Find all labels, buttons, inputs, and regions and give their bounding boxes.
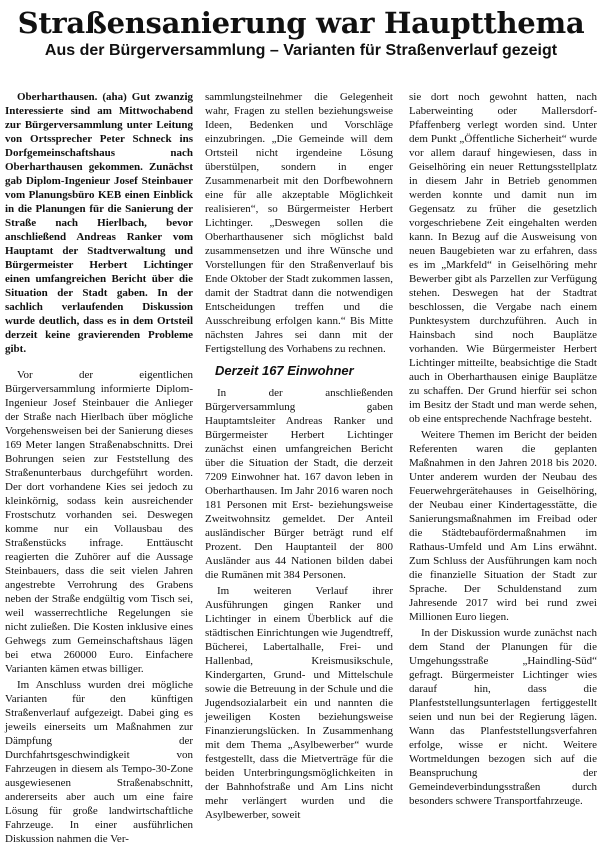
body-paragraph: sammlungsteilnehmer die Gelegenheit wahr, Fragen zu stellen beziehungsweise Ideen, Bedenken und Vorschläge einzubringen. „Die Gemeinde will dem Ortsteil nicht irgendeine Lösung überstülpen, sondern in enger Zusammenarbeit mit den Dorfbewohnern eine für alle akzeptable Möglichkeit realisieren“, so Bürgermeister Herbert Lichtinger. „Deswegen sollen die Oberharthausener sich möglichst bald zusammensetzen und ihre Wünsche und Vorstellungen für den Straßenverlauf bis Ende Oktober der Stadt zukommen lassen, damit der Stadtrat dann die notwendigen Entscheidungen treffen und die Ausschreibung erfolgen kann.“ Bis Mitte nächsten Jahres sei dann mit der Fertigstellung des Vorhabens zu rechnen.	[205, 91, 393, 355]
column-1	[5, 90, 193, 846]
article-headline: Straßensanierung war Hauptthema	[17, 6, 585, 40]
body-paragraph: Weitere Themen im Bericht der beiden Referenten waren die geplanten Maßnahmen in den Jahren 2018 bis 2020. Unter anderem wurden der Neubau des Feuerwehrgerätehauses in Geiselhöring, der Neubau einer Kindertagesstätte, die Sanierungsmaßnahmen im Freibad oder die Städtebaufördermaßnahmen im Rathaus-Umfeld und Am Lins erwähnt. Zum Schluss der Ausführungen kam noch die finanzielle Situation der Stadt zur Sprache. Der Schuldenstand zum Jahresende 2017 wird bei rund zwei Millionen Euro liegen.	[409, 429, 597, 623]
body-paragraph: Im Anschluss wurden drei mögliche Varianten für den künftigen Straßenverlauf aufgezeigt. Dabei ging es jeweils einerseits um Maßnahmen zur Dämpfung der Durchfahrtsgeschwindigkeit von Fahrzeugen in diesem als Tempo-30-Zone ausgewiesenen Straßenabschnitt, andererseits aber auch um eine faire Lösung für große landwirtschaftliche Fahrzeuge. In einer ausführlichen Diskussion nahmen die Ver-	[5, 679, 193, 845]
body-paragraph: sie dort noch gewohnt hatten, nach Laberweinting oder Mallersdorf-Pfaffenberg verlegt worden sind. Unter dem Punkt „Öffentliche Sicherheit“ wurde vor allem darauf hingewiesen, dass in Geiselhöring ein neuer Rettungsstellplatz in diesem Jahr in Betrieb genommen werden konnte und damit nun im Gegensatz zu früher die gesetzlich vorgeschriebene Zeit eingehalten werden kann. In Bezug auf die Ausweisung von neuen Baugebieten war zu erfahren, dass es im „Markfeld“ in Geiselhöring mehr Bewerber gibt als Parzellen zur Verfügung stehen. Deswegen hat der Stadtrat beschlossen, die Vergabe nach einem Punktesystem durchzuführen. Auch in Hainsbach sind noch Bauplätze vorhanden. Wie Bürgermeister Herbert Lichtinger mitteilte, beabsichtige die Stadt auch in Oberharthausen einige Bauplätze zu schaffen. Der Grund hierfür sei schon im Besitz der Stadt und man werde sehen, ob eine entsprechende Nachfrage besteht.	[409, 91, 597, 425]
body-paragraph: In der Diskussion wurde zunächst nach dem Stand der Planungen für die Umgehungsstraße „Haindling-Süd“ gefragt. Bürgermeister Lichtinger wies darauf hin, dass die Planfeststellungsunterlagen fertiggestellt seien und nun bei der Regierung lägen. Wann das Planfeststellungsverfahren erfolge, wisse er nicht. Weitere Wortmeldungen bezogen sich auf die Beanspruchung der Gemeindeverbindungsstraßen durch besonders schwere Transportfahrzeuge.	[409, 627, 597, 807]
article-subheadline: Aus der Bürgerversammlung – Varianten für Straßenverlauf gezeigt	[44, 42, 558, 59]
section-subheading: Derzeit 167 Einwohner	[215, 363, 354, 378]
body-paragraph: In der anschließenden Bürgerversammlung gaben Hauptamtsleiter Andreas Ranker und Bürgermeister Herbert Lichtinger zunächst einen umfangreichen Bericht über die Situation der Stadt, die derzeit 7209 Einwohner hat. 167 davon leben in Oberharthausen. Im Jahr 2016 waren noch 181 Personen mit Erst- beziehungsweise Zweitwohnsitz gemeldet. Der Anteil ausländischer Bürger beträgt rund elf Prozent. Den Hauptanteil der 800 Ausländer aus 44 Nationen bilden dabei die Rumänen mit 384 Personen.	[205, 387, 393, 581]
column-3	[409, 90, 597, 808]
lead-paragraph: Oberharthausen. (aha) Gut zwanzig Interessierte sind am Mittwochabend zur Bürgerversammlung unter Leitung von Ortssprecher Peter Schneck ins Dorfgemeinschaftshaus nach Oberharthausen gekommen. Zunächst gab Diplom-Ingenieur Josef Steinbauer vom Planungsbüro KEB einen Einblick in die Planungen für die Sanierung der Straße nach Hierlbach, bevor anschließend Andreas Ranker vom Hauptamt der Stadtverwaltung und Bürgermeister Herbert Lichtinger einen umfangreichen Bericht über die Situation der Stadt gaben. In der sachlich verlaufenden Diskussion wurde deutlich, dass es in dem Ortsteil derzeit keine gravierenden Probleme gibt.	[5, 91, 193, 355]
body-paragraph: Vor der eigentlichen Bürgerversammlung informierte Diplom-Ingenieur Josef Steinbauer die Anlieger der Straße nach Hierlbach über mögliche Vorgehensweisen bei der Sanierung dieses 169 Meter langen Straßenabschnitts. Drei Bohrungen seien zur Feststellung des Straßenunterbaus durchgeführt worden. Der dort vorhandene Kies sei jedoch zu kleinkörnig, sodass kein ausreichender Frostschutz vorhanden sei. Deswegen komme nur ein Vollausbau des Straßenstücks infrage. Enttäuscht reagierten die Zuhörer auf die Aussage Steinbauers, dass die seit vielen Jahren angestrebte Verrohrung des Grabens neben der Straße endgültig vom Tisch sei, weil wasserrechtliche Regelungen sie nicht zuließen. Die Kosten inklusive eines Gehwegs zum Gemeinschaftshaus lägen bei etwa 260000 Euro. Einfachere Varianten kämen etwas billiger.	[5, 369, 193, 675]
column-2	[205, 90, 393, 822]
body-paragraph: Im weiteren Verlauf ihrer Ausführungen gingen Ranker und Lichtinger in einem Überblick auf die städtischen Einrichtungen wie Jugendtreff, Bücherei, Labertalhalle, Frei- und Hallenbad, Kreismusikschule, Kindergarten, Grund- und Mittelschule sowie die Betreuung in der Schule und die Jugendsozialarbeit ein und nannten die jeweiligen Kosten beziehungsweise Finanzierungslücken. In Zusammenhang mit dem Thema „Asylbewerber“ wurde festgestellt, dass die Mietverträge für die beiden Unterbringungsmöglichkeiten in der Bahnhofstraße und Am Lins nicht mehr verlängert wurden und die Asylbewerber, soweit	[205, 585, 393, 821]
